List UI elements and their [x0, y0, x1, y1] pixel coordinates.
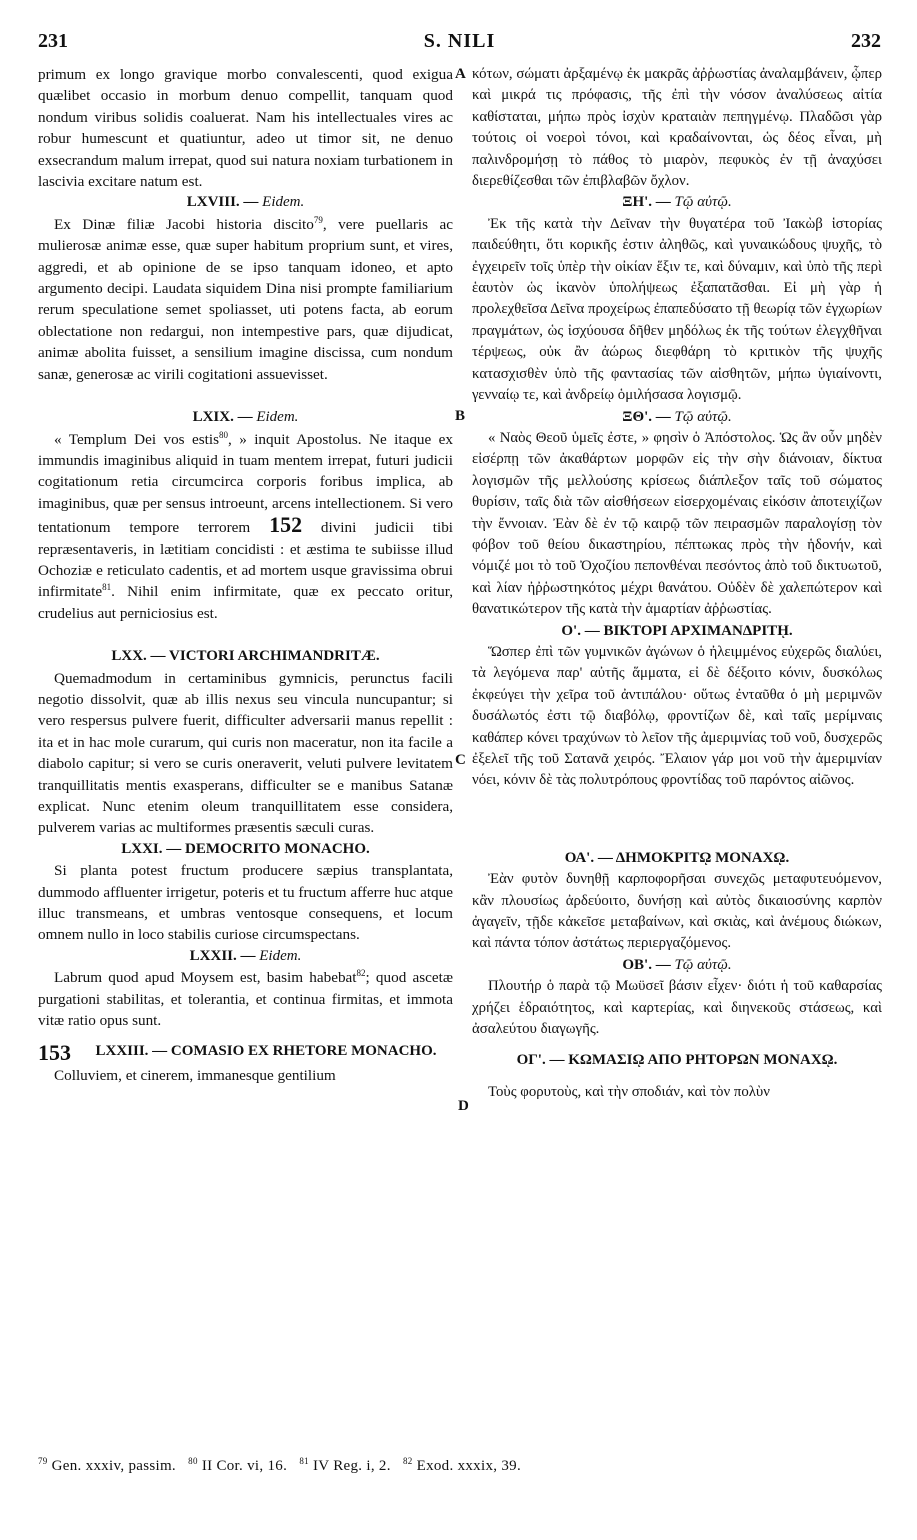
section-heading: LXXI. — DEMOCRITO MONACHO.: [121, 840, 370, 857]
text-run: divini judicii tibi repræsentaveris, in lætitiam concidisti : et æstima te subiisse illud Ochoziæ e reticulato cadentis, et ad mortem usque gravissima obrui infirmitate: [38, 519, 453, 601]
section-heading: ΟΓ'. — ΚΩΜΑΣΙῼ ΑΠΟ ΡΗΤΟΡΩΝ ΜΟΝΑΧῼ.: [516, 1052, 838, 1069]
text-run: , » inquit Apostolus. Ne itaque ex immundis imaginibus aliquid in tuam mentem irrepat, futuri judicii cogitationum retia circumcirca corporis foribus implica, ab imaginibus, quæ per sensus introeunt, arcens intellectionem. Si vero tentationum tempore terrorem: [38, 430, 453, 537]
margin-letter-d: D: [458, 1098, 469, 1114]
text-run: Ex Dinæ filiæ Jacobi historia discito: [54, 215, 314, 233]
section-addressee: Eidem.: [262, 194, 305, 211]
footnote-number: 82: [402, 1456, 413, 1466]
latin-section-70: [38, 646, 453, 839]
footnote-ref: 79: [313, 214, 323, 225]
greek-section-71: [472, 848, 882, 955]
section-number: LXIX.: [192, 409, 234, 426]
greek-paragraph: Τοὺς φορυτοὺς, καὶ τὴν σποδιάν, καὶ τὸν πολὺν: [488, 1083, 770, 1100]
latin-paragraph: primum ex longo gravique morbo convalescenti, quod exigua quælibet occasio in morbum denuo compellit, tanquam quod nondum viribus solidis coaluerat. Nam his intellectuales vires ac robur humescunt et quatiuntur, adeo ut timor sit, ne denuo exsecrandum malum irrepat, quod sui natura noxiam turbationem in lascivia excitare natum est.: [38, 66, 453, 191]
section-heading-row: [38, 1041, 453, 1065]
latin-section-continued: [38, 64, 453, 192]
section-number: ΞΗ'.: [622, 194, 653, 211]
footnote-number: 81: [299, 1456, 309, 1466]
latin-paragraph: [38, 214, 453, 385]
footnote-text: Exod. xxxix, 39.: [416, 1458, 521, 1474]
column-number: 153: [38, 1040, 71, 1066]
latin-paragraph: Colluviem, et cinerem, immanesque gentilium: [54, 1067, 336, 1085]
page-number-right: 232: [851, 30, 881, 52]
latin-section-71: [38, 839, 453, 946]
latin-section-68: [38, 192, 453, 385]
text-run: ; quod ascetæ purgationi stabilitas, et tolerantia, et continua firmitas, et immota vitæ ratio opus sunt.: [38, 969, 453, 1030]
greek-section-73: [472, 1050, 882, 1103]
section-heading: Ο'. — ΒΙΚΤΟΡΙ ΑΡΧΙΜΑΝΔΡΙΤῌ.: [561, 622, 793, 639]
page-number-left: 231: [38, 30, 68, 52]
text-run: . Nihil enim infirmitate, quæ ex peccato oritur, crudelius aut perniciosius est.: [38, 583, 453, 622]
greek-paragraph: Πλουτήρ ὁ παρὰ τῷ Μωϋσεῖ βάσιν εἶχεν· διότι ἡ τοῦ καθαρσίας χρήζει ἑδραιότητος, καὶ καρτερίας, καὶ διηνεκοῦς στάσεως, καὶ ἀσαλεύτου διαγωγῆς.: [472, 978, 882, 1038]
section-addressee: Τῷ αὐτῷ.: [674, 408, 732, 425]
footnote-ref: 82: [356, 968, 366, 979]
greek-paragraph: Ὥσπερ ἐπὶ τῶν γυμνικῶν ἀγώνων ὁ ἠλειμμένος εὐχερῶς διαλύει, τὰ λεγόμενα παρ' αὐτῆς ἅμματα, εἰ δὲ δέξοιτο κόνιν, δυσκόλως ἐκφεύγει τὴν χεῖρα τοῦ ἀντιπάλου· οὕτως ἐνταῦθα ὁ μὴ μεριμνῶν δυσάλωτός ἐστι τῷ διαβόλῳ, φροντίζων δὲ, καὶ ταῖς μερίμναις καθάπερ κόνει τραχύνων τὸ λεῖον τῆς ἀμεριμνίας τοῦ νοῦ, δυσχερῶς ἐξελεῖ τῆς τοῦ Σατανᾶ χειρός. Ἔλαιον γάρ μοι νοῦ τὴν ἀμεριμνίαν νόει, κόνιν δὲ τὰς πολυτρόπους φροντίδας τοῦ παρόντος αἰῶνος.: [472, 643, 882, 789]
footnote-text: IV Reg. i, 2.: [312, 1458, 391, 1474]
latin-section-72: [38, 946, 453, 1032]
footnote-number: 79: [38, 1456, 48, 1466]
greek-section-continued: [472, 64, 882, 192]
text-run: « Templum Dei vos estis: [54, 430, 219, 448]
footnote-ref: 80: [218, 429, 228, 440]
footnote-text: Gen. xxxiv, passim.: [51, 1458, 176, 1474]
section-addressee: Eidem.: [259, 947, 302, 964]
latin-section-69: [38, 407, 453, 624]
section-heading: ΞΘ'. — Τῷ αὐτῷ.: [622, 408, 732, 425]
section-addressee: Eidem.: [256, 409, 299, 426]
section-addressee: Τῷ αὐτῷ.: [674, 956, 732, 973]
column-number: 152: [269, 512, 303, 538]
margin-letter-c: C: [455, 752, 466, 768]
section-number: LXXII.: [189, 947, 237, 964]
running-title: S. NILI: [423, 30, 496, 52]
section-heading: LXXIII. — COMASIO EX RHETORE MONACHO.: [95, 1043, 437, 1060]
greek-paragraph: κότων, σώματι ἀρξαμένῳ ἐκ μακρᾶς ἀῤῥωστίας ἀναλαμβάνειν, ᾧπερ καὶ μικρά τις πρόφασις, τῆς ἐπὶ τὴν νόσον ἀναλύσεως αἰτία καθίσταται, μήπω πρὸς ἰσχὺν κραταιὰν πεπηγμένῳ. Πλαδῶσι γὰρ τούτοις οἱ νοεροὶ τόνοι, καὶ κραδαίνονται, ὡς δέος εἶναι, μὴ παλινδρομήσῃ τὸ πάθος τὸ μιαρὸν, πεφυκὸς ἐν τῇ ἀναχύσει διερεθίζεσθαι τῶν ἐπιβλαβῶν ὄχλον.: [472, 66, 882, 190]
section-number: ΞΘ'.: [622, 408, 653, 425]
section-heading: LXXII. — Eidem.: [189, 947, 302, 964]
text-run: , vere puellaris ac mulierosæ animæ esse, quæ super habitum proprium sunt, et vires, aggredi, et ab opinione de se ipso tanquam idoneo, et apto argumento decipi. Laudata siquidem Dina nisi prompte familiarium rerum speculatione semet spoliasset, uti potens facta, ab eorum oblectatione non redargui, non intempestive pars, quæ dijudicat, animæ abolita fuisset, a sensilium imagine discissa, cum nondum sanæ, generosæ ac virili cogitationi assuevisset.: [38, 215, 453, 383]
section-heading: LXIX. — Eidem.: [192, 409, 299, 426]
greek-section-68: [472, 192, 882, 406]
section-heading: ΞΗ'. — Τῷ αὐτῷ.: [622, 194, 732, 211]
greek-column: [472, 64, 882, 1449]
footnotes: [38, 1458, 881, 1475]
greek-section-69: [472, 407, 882, 621]
section-heading: LXX. — VICTORI ARCHIMANDRITÆ.: [111, 648, 380, 665]
section-heading: ΟΒ'. — Τῷ αὐτῷ.: [622, 956, 732, 973]
margin-letter-b: B: [455, 408, 466, 424]
latin-paragraph: [38, 429, 453, 625]
latin-paragraph: Si planta potest fructum producere sæpius transplantata, dummodo affluenter irrigetur, poteris et tu fructum afferre huc atque illuc transmeans, et umbras ventosque consequens, et locum omnem nullo in loco stabilis curiose circumspectans.: [38, 862, 453, 944]
latin-section-73: [38, 1041, 453, 1086]
footnote-number: 80: [188, 1456, 198, 1466]
latin-paragraph: [38, 967, 453, 1031]
margin-letter-a: A: [455, 66, 466, 82]
section-number: ΟΒ'.: [622, 956, 652, 973]
section-number: LXVIII.: [186, 194, 240, 211]
latin-column: [38, 64, 453, 1449]
greek-section-70: [472, 621, 882, 792]
text-run: Labrum quod apud Moysem est, basim habebat: [54, 969, 357, 987]
section-heading: ΟΑ'. — ΔΗΜΟΚΡΙΤῼ ΜΟΝΑΧῼ.: [564, 849, 790, 866]
footnote-text: II Cor. vi, 16.: [201, 1458, 288, 1474]
greek-section-72: [472, 955, 882, 1041]
greek-paragraph: « Ναὸς Θεοῦ ὑμεῖς ἐστε, » φησὶν ὁ Ἀπόστολος. Ὡς ἂν οὖν μηδὲν εἰσέρπῃ τῶν ἀκαθάρτων μορφῶν εἰς τὴν σὴν διάνοιαν, δίκτυα λογισμῶν τῆς μελλούσης κρίσεως διάπλεξον ταῖς τοῦ σώματος θυρίσιν, ταῖς διὰ τῶν αἰσθήσεων εἰσερχομέναις εἰκόσιν ἀποτειχίζων τὴν ἔννοιαν. Ἐὰν δὲ ἐν τῷ καιρῷ τῶν πειρασμῶν παραλογίσῃ τὸν φόβον τοῦ θείου δικαστηρίου, πέπτωκας πρὸς τὴν ἡδονήν, καὶ νόμιζέ μοι τὸ τοῦ Ὀχοζίου πεπονθέναι πεσόντος ἀπὸ τοῦ δικτυωτοῦ, καὶ λίαν ἠῤῥωστηκότος μέχρι θανάτου. Οὐδὲν δὲ χαλεπώτερον καὶ θανατικώτερον τῆς κατὰ τὴν ἁμαρτίαν ἀῤῥωστίας.: [472, 429, 882, 618]
greek-paragraph: Ἐκ τῆς κατὰ τὴν Δεῖναν τὴν θυγατέρα τοῦ Ἰακὼβ ἱστορίας παιδεύθητι, ὅτι κορικῆς ἐστιν ἀληθῶς, καὶ γυναικώδους ψυχῆς, τὸ ἐγχειρεῖν τοῖς ὑπὲρ τὴν οἰκίαν ἕξιν τε, καὶ δύναμιν, καὶ ὑπὸ τῆς περὶ ἑαυτὸν ὡς ἱκανὸν ὑπολήψεως ἐξαπατᾶσθαι. Εἰ μὴ γὰρ ἡ προλεχθεῖσα Δεῖνα προχείρως ἐπαπεδύσατο τῇ θεωρίᾳ τῶν ἐγχωρίων πραγμάτων, ὡς ἰσχύουσα δῆθεν μηδόλως ἐκ τῆς τούτων ἐλεγχθῆναι τέρψεως, οὐκ ἂν ἀώρως διεφθάρη τὸ κριτικὸν τῆς ψυχῆς κατασχισθὲν ὑπὸ τῆς φαντασίας τῶν αἰσθητῶν, μήπω ὑγιαίνοντι, γενναίῳ τε, καὶ ἀνδρείῳ ὁμιλήσασα λογισμῷ.: [472, 215, 882, 404]
section-heading: LXVIII. — Eidem.: [186, 194, 305, 211]
page-header: [38, 30, 881, 62]
greek-paragraph: Ἐὰν φυτὸν δυνηθῇ καρποφορῆσαι συνεχῶς μεταφυτευόμενον, κἂν πλουσίως ἀρδεύοιτο, δυνήσῃ καὶ αὐτὸς δικαιοσύνης καρπὸν ἀγαγεῖν, τῇδε κἀκεῖσε μεταβαίνων, καὶ σκιὰς, καὶ ἀνέμους διώκων, καὶ πάντα τόπον ἀστάτως περιεργαζόμενος.: [472, 871, 882, 952]
section-addressee: Τῷ αὐτῷ.: [674, 194, 732, 211]
latin-paragraph: Quemadmodum in certaminibus gymnicis, perunctus facili negotio dissolvit, quæ ab illis nexus seu vincula nuncupantur; si vero respersus pulvere fuerit, difficulter adversarii manus repellit : ita et in hac mole curarum, qui curis non maceratur, non ita facile a diabolo capitur; si vero se curis oneraverit, veluti pulvere levitatem tranquillitatis mentis exasperans, difficulter se e manibus Satanæ explicat. Nunc etenim oleum tranquillitatem esse considera, pulverem varias ac multiformes præsentis sæculi curas.: [38, 669, 453, 837]
footnote-ref: 81: [102, 582, 112, 593]
